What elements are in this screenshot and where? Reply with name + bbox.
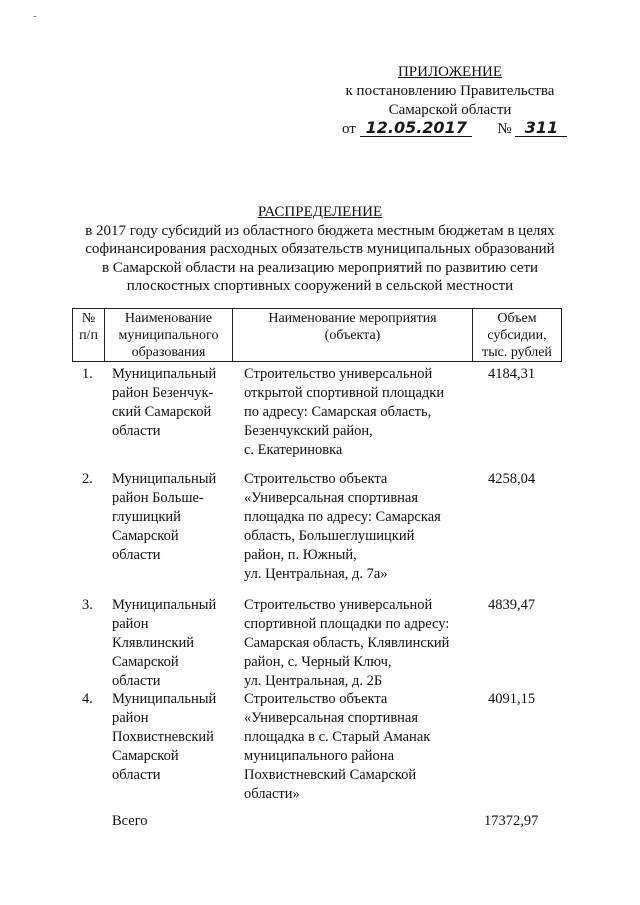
decree-line [330,120,570,139]
total-label: Всего [112,813,148,829]
row-number: 1. [82,366,93,382]
column-header-municipality: Наименование муниципального образования [105,309,233,361]
total-value: 17372,97 [484,813,539,829]
decree-number: 311 [515,120,567,137]
corner-mark: - [33,10,37,22]
row-event: Строительство универсальной открытой спортивной площадки по адресу: Самарская область, Безенчукский район, с. Екатериновка [244,366,445,458]
column-header-amount: Объем субсидии, тыс. рублей [482,311,552,360]
row-number: 4. [82,691,93,707]
row-amount: 4091,15 [488,691,536,707]
appendix-line-1: к постановлению Правительства [345,83,555,99]
description-line-1: в 2017 году субсидий из областного бюджета местным бюджетам в целях [85,222,555,239]
row-amount: 4258,04 [488,471,536,487]
appendix-header [330,63,570,139]
column-header-event: Наименование мероприятия (объекта) [233,309,473,361]
description-line-2: софинансирования расходных обязательств муниципальных образований [85,241,555,257]
decree-date: 12.05.2017 [360,120,472,137]
row-amount: 4839,47 [488,597,536,613]
number-prefix: № [497,121,512,137]
row-number: 2. [82,471,93,487]
row-municipality: Муниципальный район Похвистневский Самарской области [112,691,217,783]
row-event: Строительство объекта «Универсальная спортивная площадка в с. Старый Аманак муниципального района Похвистневский Самарской области» [244,691,431,802]
document-title [60,203,580,296]
description-line-4: плоскостных спортивных сооружений в сельской местности [126,278,514,294]
row-municipality: Муниципальный район Безенчук- ский Самарской области [112,366,217,439]
appendix-line-2: Самарской области [388,102,512,118]
row-municipality: Муниципальный район Клявлинский Самарской области [112,597,217,689]
row-municipality: Муниципальный район Больше- глушицкий Самарской области [112,471,217,563]
description-line-3: в Самарской области на реализацию мероприятий по развитию сети [101,259,539,276]
row-event: Строительство универсальной спортивной площадки по адресу: Самарская область, Клявлинский район, с. Черный Ключ, ул. Центральная, д. 2Б [244,597,450,689]
row-event: Строительство объекта «Универсальная спортивная площадка по адресу: Самарская область, Большеглушицкий район, п. Южный, ул. Центральная, д. 7а» [244,471,441,582]
table-header [72,308,562,362]
row-amount: 4184,31 [488,366,536,382]
document-heading: РАСПРЕДЕЛЕНИЕ [257,204,383,220]
row-number: 3. [82,597,93,613]
appendix-title: ПРИЛОЖЕНИЕ [397,64,503,80]
date-prefix: от [342,121,356,137]
column-header-number: № п/п [73,309,105,361]
